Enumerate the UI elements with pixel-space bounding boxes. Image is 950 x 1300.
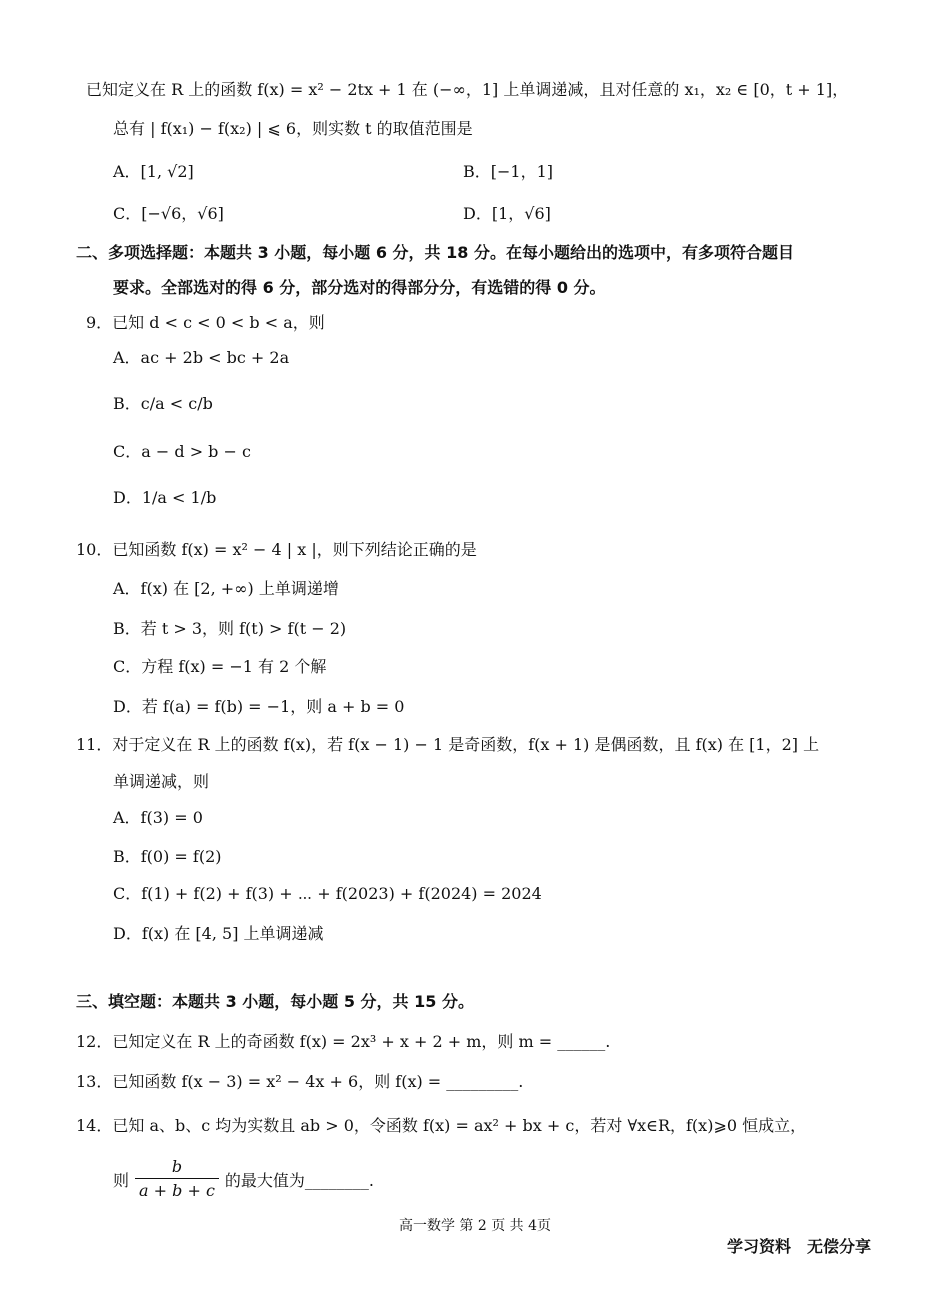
q14-stem-line1: 14．已知 a、b、c 均为实数且 ab > 0，令函数 f(x) = ax² + bx + c，若对 ∀x∈R，f(x)⩾0 恒成立， [76,1116,807,1135]
watermark-text: 学习资料 无偿分享 [727,1237,872,1256]
q10-option-d: D．若 f(a) = f(b) = −1，则 a + b = 0 [113,697,405,716]
q14-prefix: 则 [113,1170,130,1190]
q11-option-c: C．f(1) + f(2) + f(3) + ⋯ + f(2023) + f(2024) = 2024 [113,884,542,903]
section-two-header-line1: 二、多项选择题：本题共 3 小题，每小题 6 分，共 18 分。在每小题给出的选项中，有多项符合题目 [76,243,794,262]
page-footer: 高一数学 第 2 页 共 4页 [398,1218,552,1234]
q11-stem-line1: 11．对于定义在 R 上的函数 f(x)，若 f(x − 1) − 1 是奇函数，f(x + 1) 是偶函数，且 f(x) 在 [1，2] 上 [76,735,820,754]
q14-stem-line2 [113,1152,374,1206]
q9-option-b: B．c/a < c/b [113,394,213,413]
q10-option-c: C．方程 f(x) = −1 有 2 个解 [113,657,327,676]
section-three-header: 三、填空题：本题共 3 小题，每小题 5 分，共 15 分。 [76,992,474,1011]
q11-option-a: A．f(3) = 0 [113,808,203,827]
q11-option-d: D．f(x) 在 [4, 5] 上单调递减 [113,924,324,943]
q9-option-d: D．1/a < 1/b [113,488,217,507]
q9-stem: 9．已知 d < c < 0 < b < a，则 [86,313,325,332]
q14-fraction-denominator: a + b + c [135,1178,219,1203]
q9-option-c: C．a − d > b − c [113,442,251,461]
q9-option-a: A．ac + 2b < bc + 2a [113,348,290,367]
section-two-header-line2: 要求。全部选对的得 6 分，部分选对的得部分分，有选错的得 0 分。 [113,278,606,297]
q14-fraction-numerator: b [171,1156,183,1176]
q8-option-a: A．[1, √2] [113,162,194,181]
q8-option-d: D．[1，√6] [463,204,551,223]
q8-stem-line2: 总有 | f(x₁) − f(x₂) | ⩽ 6，则实数 t 的取值范围是 [113,119,473,138]
q11-option-b: B．f(0) = f(2) [113,847,222,866]
q11-stem-line2: 单调递减，则 [113,772,210,791]
q8-stem-line1: 已知定义在 R 上的函数 f(x) = x² − 2tx + 1 在 (−∞，1] 上单调递减，且对任意的 x₁，x₂ ∈ [0，t + 1]， [86,80,849,99]
q12-stem: 12．已知定义在 R 上的奇函数 f(x) = 2x³ + x + 2 + m，则 m = ______. [76,1032,611,1051]
q13-stem: 13．已知函数 f(x − 3) = x² − 4x + 6，则 f(x) = _________. [76,1072,524,1091]
q8-option-c: C．[−√6，√6] [113,204,224,223]
q10-option-b: B．若 t > 3，则 f(t) > f(t − 2) [113,619,347,638]
q10-stem: 10．已知函数 f(x) = x² − 4 | x |，则下列结论正确的是 [76,540,477,559]
q10-option-a: A．f(x) 在 [2, +∞) 上单调递增 [113,579,339,598]
q8-option-b: B．[−1，1] [463,162,554,181]
q14-fraction [135,1156,219,1203]
q14-suffix: 的最大值为________. [224,1170,375,1190]
